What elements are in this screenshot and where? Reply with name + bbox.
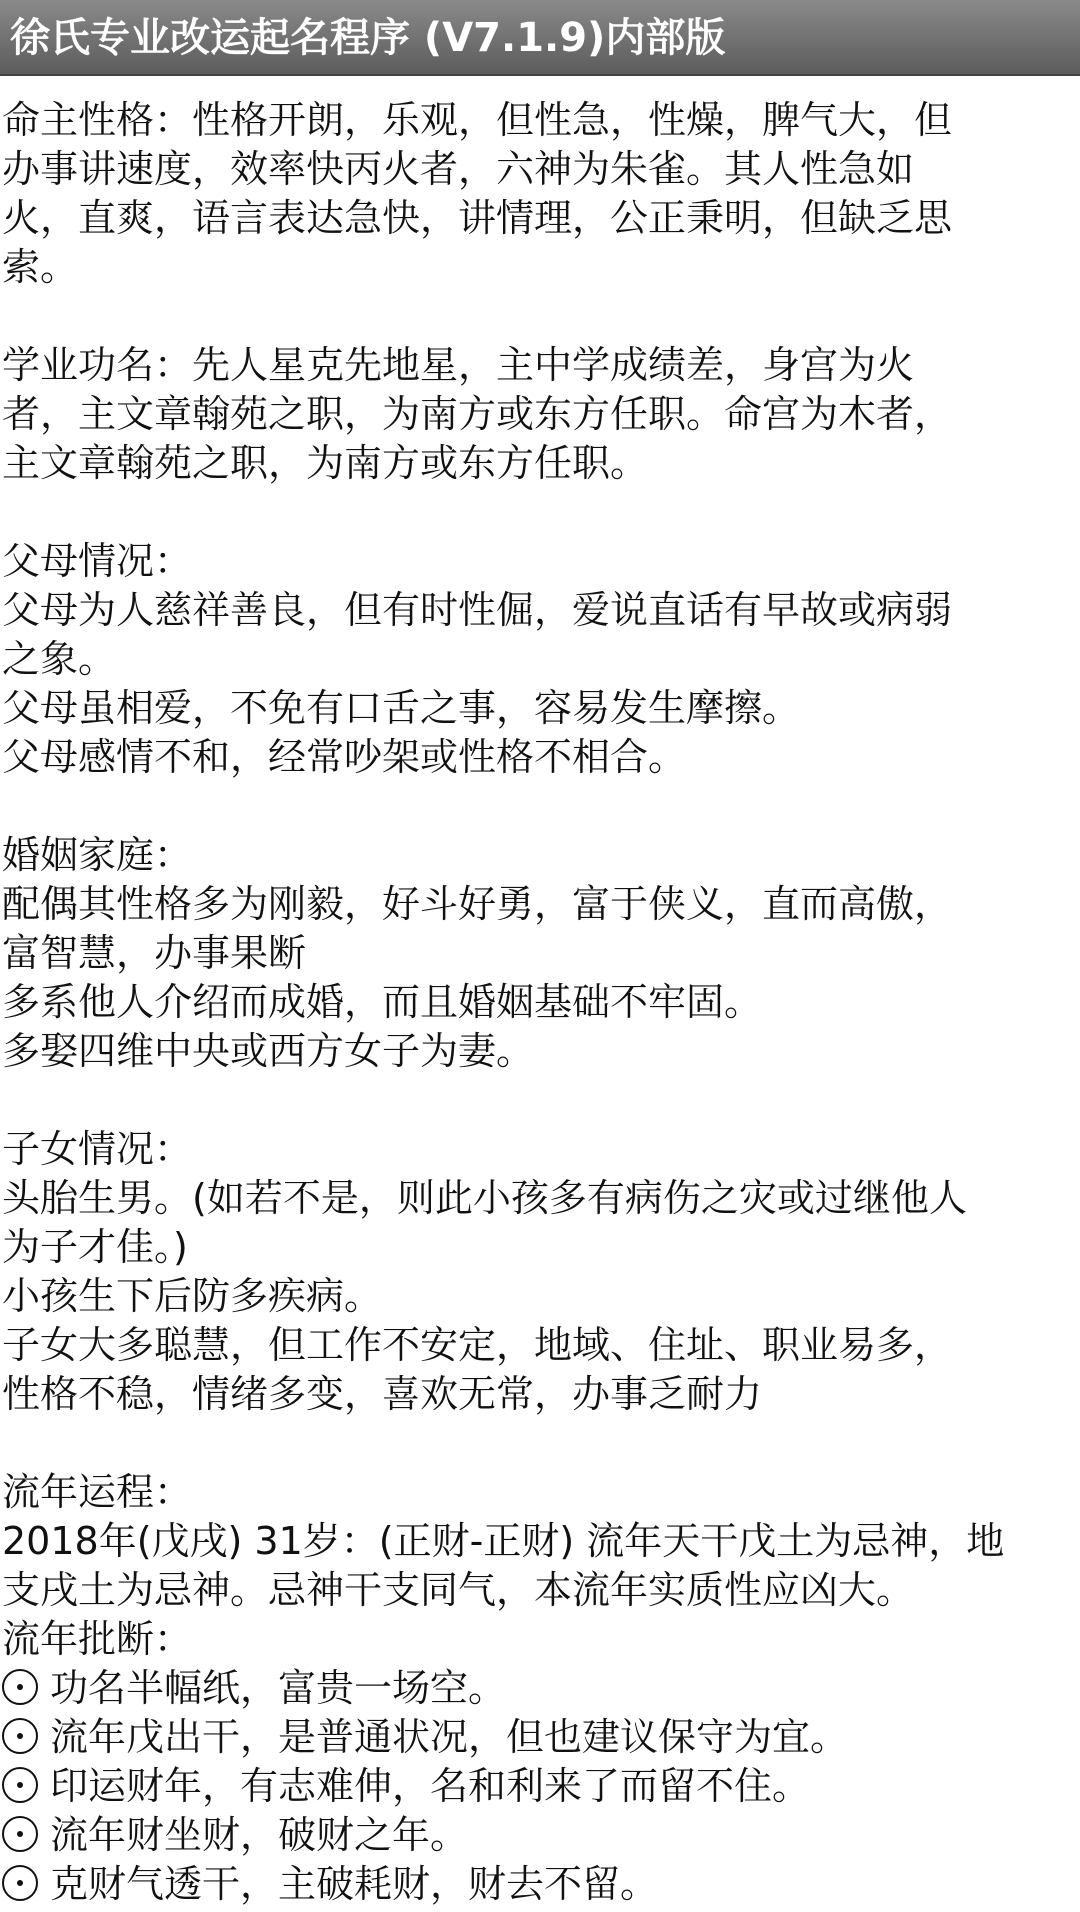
text-line: 头胎生男。(如若不是，则此小孩多有病伤之灾或过继他人 [2, 1176, 967, 1220]
judgement-item [2, 1860, 1076, 1909]
text-line: 火，直爽，语言表达急快，讲情理，公正秉明，但缺乏思 [2, 196, 953, 240]
text-line: 办事讲速度，效率快丙火者，六神为朱雀。其人性急如 [2, 147, 915, 191]
judgement-heading: 流年批断： [2, 1617, 193, 1661]
judgement-item [2, 1664, 1076, 1713]
text-line: 父母感情不和，经常吵架或性格不相合。 [2, 735, 687, 779]
text-line: 支戌土为忌神。忌神干支同气，本流年实质性应凶大。 [2, 1568, 915, 1612]
section-personality [2, 96, 1076, 292]
text-line: 学业功名：先人星克先地星，主中学成绩差，身宫为火 [2, 343, 915, 387]
text-line: 小孩生下后防多疾病。 [2, 1274, 383, 1318]
circle-dot-icon [2, 1718, 38, 1754]
text-line: 父母为人慈祥善良，但有时性倔，爱说直话有早故或病弱 [2, 588, 953, 632]
section-heading: 流年运程： [2, 1470, 193, 1514]
text-line: 索。 [2, 245, 79, 289]
section-fortune [2, 1468, 1076, 1909]
circle-dot-icon [2, 1767, 38, 1803]
section-heading: 父母情况： [2, 539, 193, 583]
spacer [2, 1419, 1076, 1468]
text-line: 父母虽相爱，不免有口舌之事，容易发生摩擦。 [2, 686, 801, 730]
text-line: 多系他人介绍而成婚，而且婚姻基础不牢固。 [2, 980, 763, 1024]
text-line: 命主性格：性格开朗，乐观，但性急，性燥，脾气大，但 [2, 98, 953, 142]
text-line: 配偶其性格多为刚毅，好斗好勇，富于侠义，直而高傲， [2, 882, 953, 926]
section-parents [2, 537, 1076, 782]
section-heading: 婚姻家庭： [2, 833, 193, 877]
text-line: 子女大多聪慧，但工作不安定，地域、住址、职业易多， [2, 1323, 953, 1367]
spacer [2, 782, 1076, 831]
judgement-item [2, 1713, 1076, 1762]
spacer [2, 292, 1076, 341]
reading-content[interactable] [2, 96, 1076, 1909]
spacer [2, 1076, 1076, 1125]
app-title: 徐氏专业改运起名程序 (V7.1.9)内部版 [10, 15, 726, 61]
section-marriage [2, 831, 1076, 1076]
text-line: 之象。 [2, 637, 117, 681]
judgement-item [2, 1762, 1076, 1811]
text-line: 富智慧，办事果断 [2, 931, 307, 975]
circle-dot-icon [2, 1865, 38, 1901]
judgement-text: 印运财年，有志难伸，名和利来了而留不住。 [50, 1764, 811, 1808]
judgement-text: 流年戊出干，是普通状况，但也建议保守为宜。 [50, 1715, 849, 1759]
text-line: 性格不稳，情绪多变，喜欢无常，办事乏耐力 [2, 1372, 763, 1416]
section-study [2, 341, 1076, 488]
text-line: 多娶四维中央或西方女子为妻。 [2, 1029, 535, 1073]
section-heading: 子女情况： [2, 1127, 193, 1171]
text-line: 主文章翰苑之职，为南方或东方任职。 [2, 441, 649, 485]
section-children [2, 1125, 1076, 1419]
judgement-text: 克财气透干，主破耗财，财去不留。 [50, 1862, 659, 1906]
judgement-text: 功名半幅纸，富贵一场空。 [50, 1666, 507, 1710]
text-line: 者，主文章翰苑之职，为南方或东方任职。命宫为木者， [2, 392, 953, 436]
title-bar [0, 0, 1080, 76]
judgement-item [2, 1811, 1076, 1860]
text-line: 为子才佳。) [2, 1225, 188, 1269]
text-line: 2018年(戊戌) 31岁：(正财-正财) 流年天干戊土为忌神，地 [2, 1519, 1005, 1563]
circle-dot-icon [2, 1669, 38, 1705]
spacer [2, 488, 1076, 537]
judgement-text: 流年财坐财，破财之年。 [50, 1813, 469, 1857]
circle-dot-icon [2, 1816, 38, 1852]
